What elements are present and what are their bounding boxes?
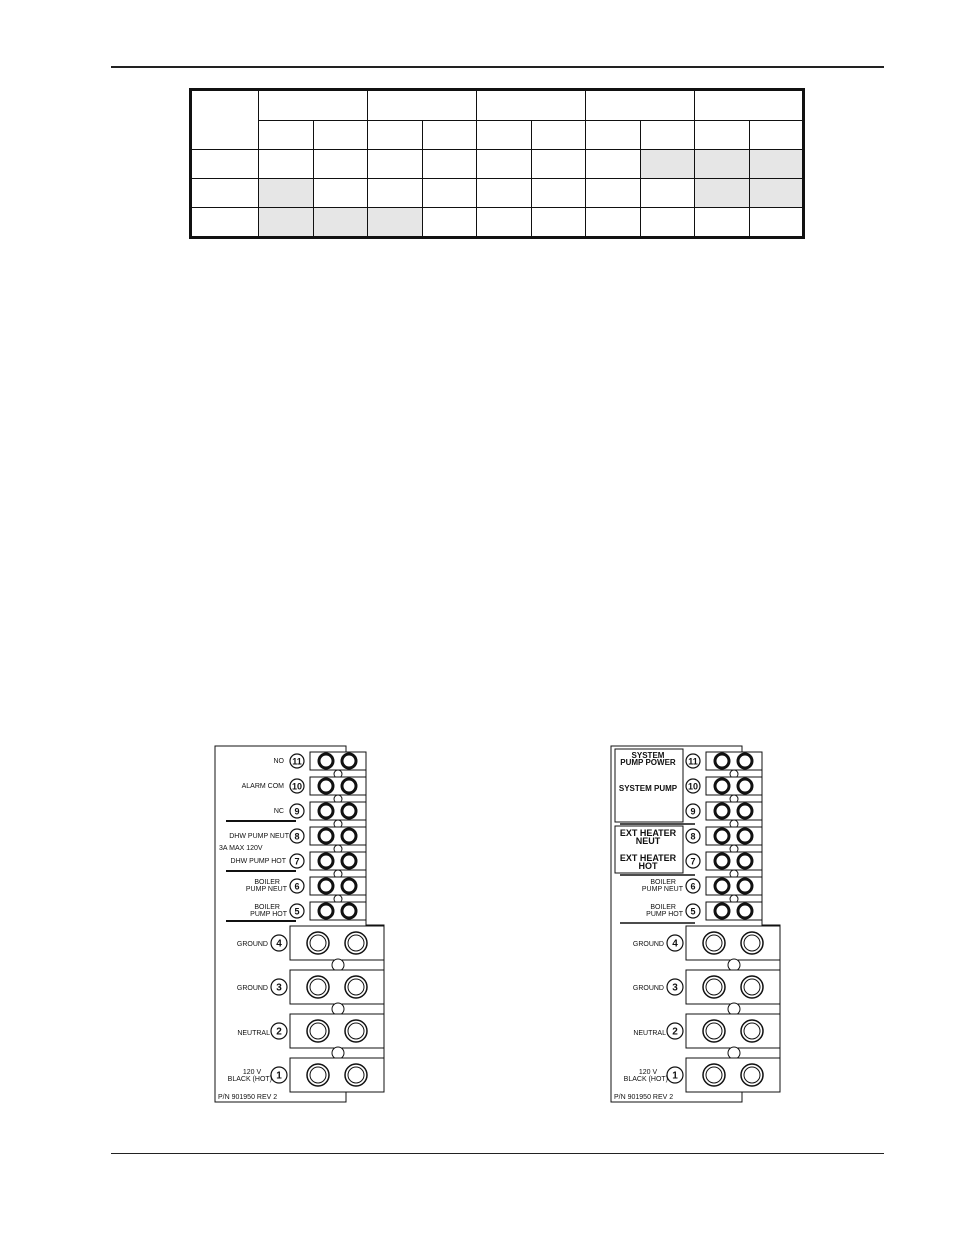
mounting-hole-icon [332, 1003, 344, 1015]
terminal-number: 9 [294, 806, 300, 817]
rating-note: 3A MAX 120V [219, 845, 263, 852]
table-cell [531, 208, 586, 238]
mounting-hole-icon [332, 1047, 344, 1059]
terminal-label-1a: 120 V [638, 1069, 658, 1076]
subheader-cell [749, 121, 804, 150]
ext-heater-hot-label-b: HOT [638, 861, 658, 871]
subheader-cell [422, 121, 477, 150]
table-subheader-row [191, 121, 804, 150]
subheader-cell [477, 121, 532, 150]
row-label-cell [191, 150, 259, 179]
terminal-block [686, 926, 780, 960]
terminal-number: 11 [688, 756, 698, 767]
terminal-11-group [686, 752, 762, 778]
screw-icon [738, 754, 752, 768]
terminal-10-group [290, 777, 366, 803]
screw-icon [715, 804, 729, 818]
screw-icon [715, 879, 729, 893]
terminal-number: 1 [672, 1070, 678, 1082]
group-header-cell [368, 90, 477, 121]
strip-outline [215, 746, 384, 1102]
group-header-cell [695, 90, 804, 121]
mounting-hole-icon [728, 1047, 740, 1059]
terminal-1-group [667, 1058, 780, 1092]
table-cell [695, 150, 750, 179]
terminal-strip-diagram-right [610, 745, 786, 1107]
terminal-number: 4 [276, 938, 282, 950]
footer-rule [111, 1153, 884, 1154]
table-cell [259, 208, 314, 238]
table-row [191, 150, 804, 179]
terminal-number: 9 [690, 806, 696, 817]
system-pump-label: SYSTEM PUMP [618, 784, 678, 793]
table-cell [640, 208, 695, 238]
terminal-label-2: NEUTRAL [633, 1030, 666, 1037]
terminal-block [686, 1058, 780, 1092]
table-cell [477, 179, 532, 208]
terminal-2-group [667, 1014, 780, 1059]
table-cell [259, 179, 314, 208]
terminal-number: 4 [672, 938, 678, 950]
table-cell [368, 208, 423, 238]
terminal-label-6b: PUMP NEUT [641, 886, 683, 893]
subheader-cell [368, 121, 423, 150]
table-cell [749, 208, 804, 238]
system-pump-power-label-a: SYSTEM [631, 751, 665, 760]
mounting-hole-icon [332, 959, 344, 971]
terminal-5-group [290, 902, 366, 920]
terminal-3-group [271, 970, 384, 1015]
terminal-2-group [271, 1014, 384, 1059]
terminal-11-group [290, 752, 366, 778]
terminal-label-3: GROUND [236, 985, 268, 992]
terminal-block [686, 970, 780, 1004]
terminal-7-group [290, 852, 366, 878]
screw-icon [738, 854, 752, 868]
table-cell [313, 150, 368, 179]
header-rule [111, 66, 884, 68]
screw-icon [342, 779, 356, 793]
table-cell [422, 150, 477, 179]
terminal-number: 1 [276, 1070, 282, 1082]
subheader-cell [259, 121, 314, 150]
terminal-number: 10 [687, 781, 699, 792]
screw-icon [319, 829, 333, 843]
terminal-number: 8 [294, 831, 300, 842]
terminal-6-group [686, 877, 762, 903]
ext-heater-neut-label-a: EXT HEATER [619, 828, 677, 838]
terminal-number: 5 [690, 906, 696, 917]
screw-icon [319, 804, 333, 818]
terminal-label-4: GROUND [632, 941, 664, 948]
table-cell [313, 208, 368, 238]
terminal-block [290, 1014, 384, 1048]
part-number: P/N 901950 REV 2 [614, 1094, 674, 1101]
screw-icon [319, 754, 333, 768]
small-terminal-group [686, 752, 762, 920]
small-terminal-group [290, 752, 366, 920]
screw-icon [738, 904, 752, 918]
terminal-label-7: DHW PUMP HOT [230, 858, 286, 865]
configuration-table [189, 88, 805, 239]
terminal-8-group [290, 827, 366, 853]
terminal-6-group [290, 877, 366, 903]
terminal-number: 11 [292, 756, 302, 767]
screw-icon [715, 779, 729, 793]
terminal-label-2: NEUTRAL [237, 1030, 270, 1037]
terminal-label-4: GROUND [236, 941, 268, 948]
screw-icon [738, 779, 752, 793]
terminal-label-5b: PUMP HOT [646, 911, 683, 918]
terminal-9-group [686, 802, 762, 828]
terminal-label-1b: BLACK (HOT) [227, 1076, 272, 1083]
terminal-label-9: NC [273, 808, 284, 815]
mounting-hole-icon [728, 959, 740, 971]
terminal-number: 3 [276, 982, 282, 994]
screw-icon [319, 779, 333, 793]
terminal-number: 6 [294, 881, 300, 892]
terminal-number: 2 [672, 1026, 678, 1038]
terminal-block [290, 970, 384, 1004]
table-cell [531, 150, 586, 179]
terminal-8-group [686, 827, 762, 853]
table-cell [640, 150, 695, 179]
screw-icon [738, 804, 752, 818]
table-cell [749, 179, 804, 208]
terminal-block [686, 1014, 780, 1048]
subheader-cell [531, 121, 586, 150]
terminal-number: 8 [690, 831, 696, 842]
terminal-10-group [686, 777, 762, 803]
screw-icon [738, 829, 752, 843]
table-cell [531, 179, 586, 208]
screw-icon [319, 879, 333, 893]
screw-icon [342, 804, 356, 818]
ext-heater-hot-label-a: EXT HEATER [619, 853, 677, 863]
table-cell [422, 208, 477, 238]
terminal-label-1a: 120 V [242, 1069, 262, 1076]
table-cell [586, 179, 641, 208]
large-terminal-group [667, 926, 780, 1092]
table-cell [477, 208, 532, 238]
terminal-number: 6 [690, 881, 696, 892]
table-cell [259, 150, 314, 179]
terminal-label-6a: BOILER [254, 879, 280, 886]
table-cell [368, 179, 423, 208]
table-corner-cell [191, 90, 259, 150]
screw-icon [738, 879, 752, 893]
group-header-cell [259, 90, 368, 121]
screw-icon [319, 854, 333, 868]
table-cell [422, 179, 477, 208]
terminal-3-group [667, 970, 780, 1015]
subheader-cell [695, 121, 750, 150]
screw-icon [342, 854, 356, 868]
terminal-label-10: ALARM COM [241, 783, 284, 790]
screw-icon [715, 854, 729, 868]
terminal-label-6a: BOILER [650, 879, 676, 886]
screw-icon [342, 904, 356, 918]
table-cell [695, 179, 750, 208]
terminal-label-1b: BLACK (HOT) [623, 1076, 668, 1083]
terminal-number: 2 [276, 1026, 282, 1038]
group-header-cell [477, 90, 586, 121]
ext-heater-neut-label-b: NEUT [635, 836, 661, 846]
table-row [191, 208, 804, 238]
terminal-label-6b: PUMP NEUT [245, 886, 287, 893]
screw-icon [342, 754, 356, 768]
screw-icon [715, 904, 729, 918]
terminal-7-group [686, 852, 762, 878]
table-cell [586, 208, 641, 238]
subheader-cell [313, 121, 368, 150]
screw-icon [342, 829, 356, 843]
screw-icon [342, 879, 356, 893]
part-number: P/N 901950 REV 2 [218, 1094, 278, 1101]
subheader-cell [586, 121, 641, 150]
terminal-label-11: NO [273, 758, 284, 765]
screw-icon [715, 829, 729, 843]
terminal-label-5a: BOILER [254, 904, 280, 911]
terminal-label-5a: BOILER [650, 904, 676, 911]
screw-icon [715, 754, 729, 768]
table-cell [313, 179, 368, 208]
table-row [191, 179, 804, 208]
table-cell [477, 150, 532, 179]
terminal-label-5b: PUMP HOT [250, 911, 287, 918]
table-cell [749, 150, 804, 179]
terminal-number: 5 [294, 906, 300, 917]
terminal-9-group [290, 802, 366, 828]
terminal-1-group [271, 1058, 384, 1092]
terminal-label-3: GROUND [632, 985, 664, 992]
terminal-block [290, 1058, 384, 1092]
terminal-5-group [686, 902, 762, 920]
terminal-number: 3 [672, 982, 678, 994]
terminal-4-group [271, 926, 384, 971]
table-header-row [191, 90, 804, 121]
terminal-strip-diagram-left [214, 745, 390, 1107]
terminal-4-group [667, 926, 780, 971]
mounting-hole-icon [728, 1003, 740, 1015]
subheader-cell [640, 121, 695, 150]
screw-icon [319, 904, 333, 918]
large-terminal-group [271, 926, 384, 1092]
terminal-number: 7 [690, 856, 696, 867]
table-cell [586, 150, 641, 179]
row-label-cell [191, 208, 259, 238]
system-pump-power-label-b: PUMP POWER [620, 758, 676, 767]
table-cell [368, 150, 423, 179]
terminal-label-8: DHW PUMP NEUT [229, 833, 289, 840]
table-cell [640, 179, 695, 208]
strip-outline [611, 746, 780, 1102]
row-label-cell [191, 179, 259, 208]
terminal-number: 10 [291, 781, 303, 792]
terminal-number: 7 [294, 856, 300, 867]
group-header-cell [586, 90, 695, 121]
table-cell [695, 208, 750, 238]
terminal-block [290, 926, 384, 960]
